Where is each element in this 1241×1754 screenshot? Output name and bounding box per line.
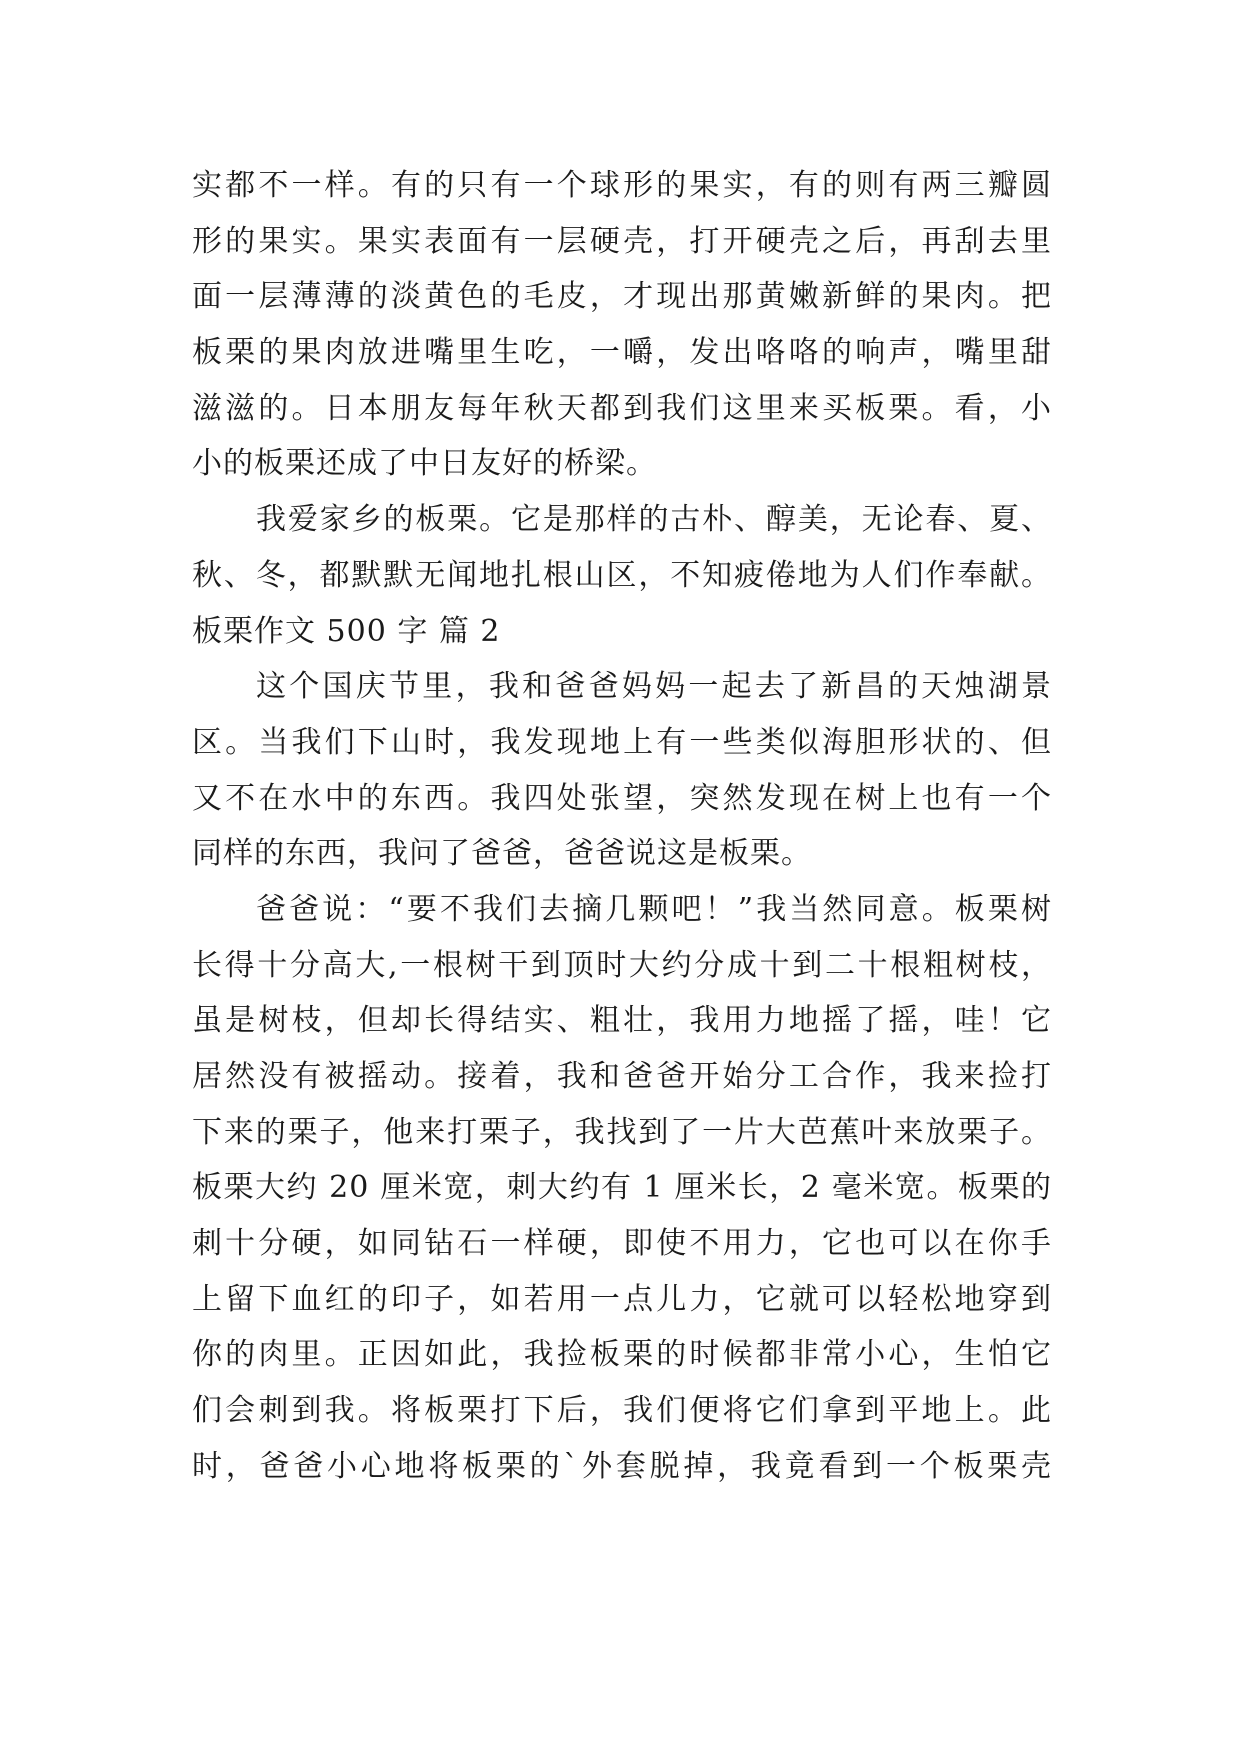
text-line: 又不在水中的东西。我四处张望，突然发现在树上也有一个 (192, 780, 1052, 816)
text-line: 居然没有被摇动。接着，我和爸爸开始分工合作，我来捡打 (192, 1059, 1052, 1094)
text-line: 秋、冬，都默默无闻地扎根山区，不知疲倦地为人们作奉献。 (192, 557, 1052, 593)
text-line: 长得十分高大,一根树干到顶时大约分成十到二十根粗树枝， (192, 947, 1052, 983)
text-line: 滋滋的。日本朋友每年秋天都到我们这里来买板栗。看，小 (192, 390, 1052, 426)
text-line: 时，爸爸小心地将板栗的`外套脱掉，我竟看到一个板栗壳 (192, 1448, 1052, 1484)
text-line: 下来的栗子，他来打栗子，我找到了一片大芭蕉叶来放栗子。 (192, 1114, 1052, 1150)
text-line: 板栗的果肉放进嘴里生吃，一嚼，发出咯咯的响声，嘴里甜 (192, 335, 1052, 371)
paragraph-first-line: 这个国庆节里，我和爸爸妈妈一起去了新昌的天烛湖景 (256, 669, 1052, 705)
text-line: 同样的东西，我问了爸爸，爸爸说这是板栗。 (192, 836, 812, 872)
paragraph-first-line: 我爱家乡的板栗。它是那样的古朴、醇美，无论春、夏、 (256, 502, 1052, 538)
text-line: 板栗大约 20 厘米宽，刺大约有 1 厘米长，2 毫米宽。板栗的 (192, 1170, 1052, 1206)
text-line: 区。当我们下山时，我发现地上有一些类似海胆形状的、但 (192, 724, 1052, 760)
text-line: 们会刺到我。将板栗打下后，我们便将它们拿到平地上。此 (192, 1393, 1052, 1429)
text-line: 刺十分硬，如同钻石一样硬，即使不用力，它也可以在你手 (192, 1226, 1052, 1262)
text-line: 上留下血红的印子，如若用一点儿力，它就可以轻松地穿到 (192, 1281, 1052, 1317)
text-line: 虽是树枝，但却长得结实、粗壮，我用力地摇了摇，哇！它 (192, 1003, 1052, 1039)
paragraph-first-line: 爸爸说：“要不我们去摘几颗吧！”我当然同意。板栗树 (256, 891, 1052, 927)
essay-heading: 板栗作文 500 字 篇 2 (192, 613, 501, 649)
text-line: 小的板栗还成了中日友好的桥梁。 (192, 446, 657, 482)
text-line: 形的果实。果实表面有一层硬壳，打开硬壳之后，再刮去里 (192, 223, 1052, 259)
text-line: 面一层薄薄的淡黄色的毛皮，才现出那黄嫩新鲜的果肉。把 (192, 279, 1052, 315)
text-line: 实都不一样。有的只有一个球形的果实，有的则有两三瓣圆 (192, 168, 1052, 203)
essay-body (192, 158, 1052, 1495)
text-line: 你的肉里。正因如此，我捡板栗的时候都非常小心，生怕它 (192, 1337, 1052, 1373)
